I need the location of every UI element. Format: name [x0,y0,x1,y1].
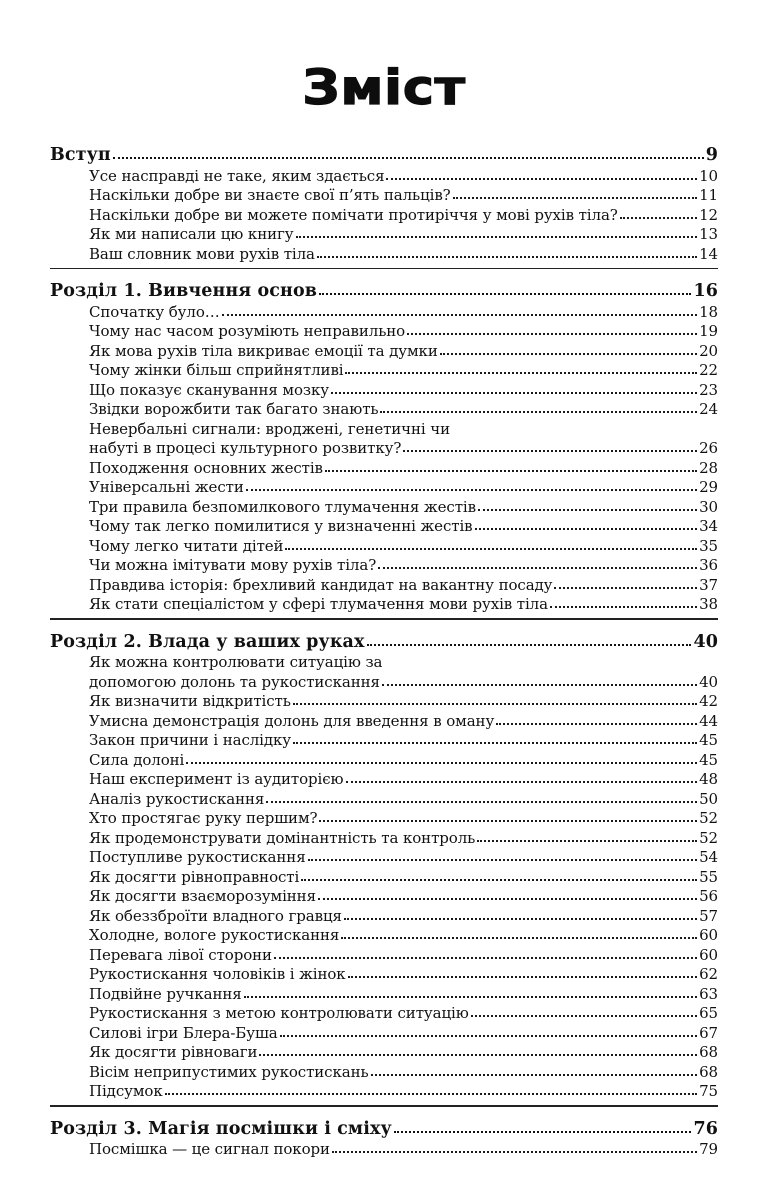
toc-entry-title: Чи можна імітувати мову рухів тіла? [89,556,377,574]
toc-entry-row [50,574,718,594]
toc-entry-page-number: 40 [699,672,718,691]
dot-leader [478,509,697,511]
toc-entry-page-number: 55 [699,867,718,886]
toc-entry-row [50,652,718,672]
dot-leader [346,781,698,783]
toc-chapter-row [50,1115,718,1139]
toc-entry-title: Як можна контролювати ситуацію за [89,653,383,671]
toc-entry-title: Звідки ворожбити так багато знають [89,400,379,418]
toc-entry-page-number: 22 [699,361,718,379]
toc-entry-row [50,418,718,438]
toc-entry-row [50,944,718,964]
dot-leader [280,1035,697,1037]
toc-entry-page-number: 65 [699,1004,718,1022]
dot-leader [620,217,697,219]
toc-entry-title: Наш експеримент із аудиторією [89,770,344,788]
toc-entry-title: набуті в процесі культурного розвитку? [89,439,402,457]
toc-entry-row [50,1081,718,1101]
toc-entry-page-number: 60 [699,945,718,964]
toc-entry-title: Як досягти взаєморозуміння [89,887,316,905]
toc-entry-title: Походження основних жестів [89,458,323,477]
dot-leader [477,840,697,842]
toc-entry-page-number: 18 [699,302,718,321]
toc-entry-title: Як досягти рівноваги [89,1043,258,1061]
dot-leader [554,587,697,589]
toc-entry-row [50,457,718,477]
toc-entry-title: Як досягти рівноправності [89,867,300,886]
toc-entry-title: Силові ігри Блера-Буша [89,1023,278,1042]
toc-chapter-page-number: 16 [693,281,718,301]
dot-leader [317,256,697,258]
dot-leader [318,898,697,900]
toc-entry-row [50,340,718,360]
dot-leader [244,996,697,998]
toc-chapter-title: Розділ 3. Магія посмішки і сміху [50,1118,392,1139]
dot-leader [453,197,697,199]
dot-leader [113,157,704,159]
dot-leader [319,820,697,822]
toc-entry-row [50,477,718,497]
toc-entry-title: Як ми написали цю книгу [89,225,294,243]
toc-entry-page-number: 10 [699,166,718,185]
toc-entry-page-number: 45 [699,731,718,749]
toc-entry-page-number: 45 [699,750,718,769]
toc-entry-page-number: 60 [699,926,718,944]
toc-entry-row [50,594,718,614]
dot-leader [266,801,697,803]
dot-leader [550,606,697,608]
toc-entry-title: допомогою долонь та рукостискання [89,672,380,691]
toc-entry-page-number: 20 [699,341,718,360]
toc-entry-row [50,1042,718,1062]
toc-entry-title: Чому легко читати дітей [89,536,284,555]
toc-entry-row [50,847,718,867]
dot-leader [348,976,698,978]
dot-leader [380,411,697,413]
toc-entry-row [50,224,718,244]
toc-entry-row [50,749,718,769]
dot-leader [367,644,692,646]
toc-entry-title: Як обеззброїти владного гравця [89,906,342,925]
dot-leader [332,1151,697,1153]
toc-entry-row [50,496,718,516]
toc-entry-page-number: 13 [699,225,718,243]
toc-entry-title: Чому нас часом розуміють неправильно [89,322,406,340]
toc-chapter-page-number: 76 [693,1118,718,1139]
table-of-contents [50,141,718,1158]
toc-entry-page-number: 48 [699,770,718,788]
dot-leader [319,293,691,295]
toc-entry-row [50,827,718,847]
toc-entry-row [50,535,718,555]
toc-entry-title: Закон причини і наслідку [89,731,292,749]
toc-entry-title: Як продемонструвати домінантність та контроль [89,828,476,847]
toc-entry-row [50,964,718,984]
toc-entry-row [50,321,718,341]
toc-entry-row [50,691,718,711]
dot-leader [186,762,697,764]
dot-leader [407,333,697,335]
toc-entry-row [50,555,718,575]
toc-entry-page-number: 52 [699,828,718,847]
section-divider [50,1105,718,1107]
dot-leader [403,450,697,452]
toc-entry-row [50,1022,718,1042]
toc-entry-title: Чому так легко помилитися у визначенні жестів [89,517,473,535]
toc-entry-page-number: 24 [699,400,718,418]
dot-leader [496,723,697,725]
toc-entry-page-number: 57 [699,906,718,925]
toc-entry-page-number: 79 [699,1140,718,1158]
toc-entry-page-number: 54 [699,848,718,866]
toc-entry-page-number: 26 [699,439,718,457]
toc-entry-row [50,1139,718,1159]
toc-entry-page-number: 14 [699,244,718,263]
toc-entry-page-number: 67 [699,1023,718,1042]
toc-entry-page-number: 29 [699,478,718,496]
toc-entry-row [50,905,718,925]
toc-entry-page-number: 50 [699,789,718,808]
toc-chapter-title: Розділ 1. Вивчення основ [50,281,317,301]
toc-entry-row [50,671,718,691]
toc-entry-page-number: 42 [699,692,718,710]
toc-entry-page-number: 68 [699,1062,718,1081]
toc-chapter-row [50,277,718,301]
toc-entry-page-number: 56 [699,887,718,905]
toc-entry-page-number: 62 [699,965,718,983]
toc-entry-title: Чому жінки більш сприйнятливі [89,361,344,379]
toc-entry-row [50,866,718,886]
toc-entry-title: Невербальні сигнали: вроджені, генетичні чи [89,419,450,438]
dot-leader [475,528,698,530]
toc-entry-page-number: 52 [699,809,718,827]
toc-entry-page-number: 35 [699,536,718,555]
toc-entry-page-number: 68 [699,1043,718,1061]
toc-entry-title: Наскільки добре ви знаєте свої п’ять пальців? [89,186,451,204]
dot-leader [293,703,697,705]
dot-leader [371,1074,698,1076]
dot-leader [344,918,697,920]
toc-entry-row [50,516,718,536]
toc-entry-title: Поступливе рукостискання [89,848,306,866]
toc-entry-row [50,1003,718,1023]
toc-entry-title: Хто простягає руку першим? [89,809,318,827]
toc-entry-row [50,399,718,419]
toc-entry-row [50,1061,718,1081]
toc-entry-title: Наскільки добре ви можете помічати протиріччя у мові рухів тіла? [89,205,618,224]
toc-chapter-title: Розділ 2. Влада у ваших руках [50,631,365,652]
toc-entry-row [50,204,718,224]
toc-entry-page-number: 23 [699,380,718,399]
toc-entry-page-number: 75 [699,1082,718,1100]
toc-entry-row [50,710,718,730]
toc-entry-title: Холодне, вологе рукостискання [89,926,340,944]
toc-entry-title: Правдива історія: брехливий кандидат на вакантну посаду [89,575,553,594]
dot-leader [345,372,697,374]
section-divider [50,268,718,270]
toc-entry-page-number: 36 [699,556,718,574]
dot-leader [246,489,697,491]
toc-entry-row [50,301,718,321]
toc-entry-page-number: 30 [699,497,718,516]
toc-entry-row [50,438,718,458]
toc-entry-title: Рукостискання чоловіків і жінок [89,965,346,983]
toc-entry-page-number: 37 [699,575,718,594]
toc-entry-page-number: 12 [699,205,718,224]
dot-leader [331,392,697,394]
toc-entry-row [50,165,718,185]
toc-chapter-title: Вступ [50,145,111,165]
toc-entry-page-number: 11 [699,186,718,204]
toc-entry-row [50,243,718,263]
toc-entry-title: Рукостискання з метою контролювати ситуацію [89,1004,469,1022]
dot-leader [341,937,697,939]
dot-leader [471,1015,697,1017]
toc-entry-page-number: 19 [699,322,718,340]
dot-leader [274,957,697,959]
toc-entry-row [50,769,718,789]
toc-entry-page-number: 34 [699,517,718,535]
toc-entry-row [50,379,718,399]
toc-entry-page-number: 38 [699,595,718,613]
toc-chapter-page-number: 40 [693,631,718,652]
toc-chapter-row [50,141,718,165]
dot-leader [301,879,697,881]
toc-entry-title: Посмішка — це сигнал покори [89,1140,330,1158]
toc-entry-row [50,925,718,945]
toc-entry-title: Підсумок [89,1082,163,1100]
toc-entry-row [50,360,718,380]
toc-entry-title: Універсальні жести [89,478,244,496]
dot-leader [386,178,697,180]
toc-entry-title: Усе насправді не таке, яким здається [89,166,385,185]
toc-entry-title: Як мова рухів тіла викриває емоції та думки [89,341,438,360]
page-title: Зміст [302,60,466,116]
toc-entry-row [50,730,718,750]
toc-entry-row [50,808,718,828]
toc-entry-title: Три правила безпомилкового тлумачення жестів [89,497,476,516]
toc-entry-title: Як стати спеціалістом у сфері тлумачення мови рухів тіла [89,595,548,613]
dot-leader [382,684,697,686]
toc-entry-page-number: 63 [699,984,718,1003]
toc-entry-title: Ваш словник мови рухів тіла [89,244,315,263]
toc-entry-title: Умисна демонстрація долонь для введення в оману [89,711,495,730]
section-divider [50,618,718,620]
toc-entry-row [50,788,718,808]
dot-leader [308,859,698,861]
dot-leader [285,548,697,550]
dot-leader [440,353,697,355]
dot-leader [222,314,697,316]
toc-entry-title: Аналіз рукостискання [89,789,265,808]
dot-leader [325,470,697,472]
toc-entry-row [50,886,718,906]
toc-entry-row [50,185,718,205]
toc-entry-title: Подвійне ручкання [89,984,242,1003]
toc-chapter-page-number: 9 [705,145,718,165]
toc-entry-title: Вісім неприпустимих рукостискань [89,1062,369,1081]
toc-entry-title: Перевага лівої сторони [89,945,272,964]
toc-entry-row [50,983,718,1003]
toc-entry-page-number: 28 [699,458,718,477]
dot-leader [165,1093,697,1095]
dot-leader [378,567,697,569]
toc-entry-title: Сила долоні [89,750,185,769]
dot-leader [259,1054,697,1056]
dot-leader [293,742,697,744]
toc-entry-page-number: 44 [699,711,718,730]
toc-chapter-row [50,628,718,652]
toc-entry-title: Спочатку було… [89,302,220,321]
dot-leader [394,1131,692,1133]
dot-leader [296,236,698,238]
toc-entry-title: Як визначити відкритість [89,692,291,710]
toc-entry-title: Що показує сканування мозку [89,380,329,399]
